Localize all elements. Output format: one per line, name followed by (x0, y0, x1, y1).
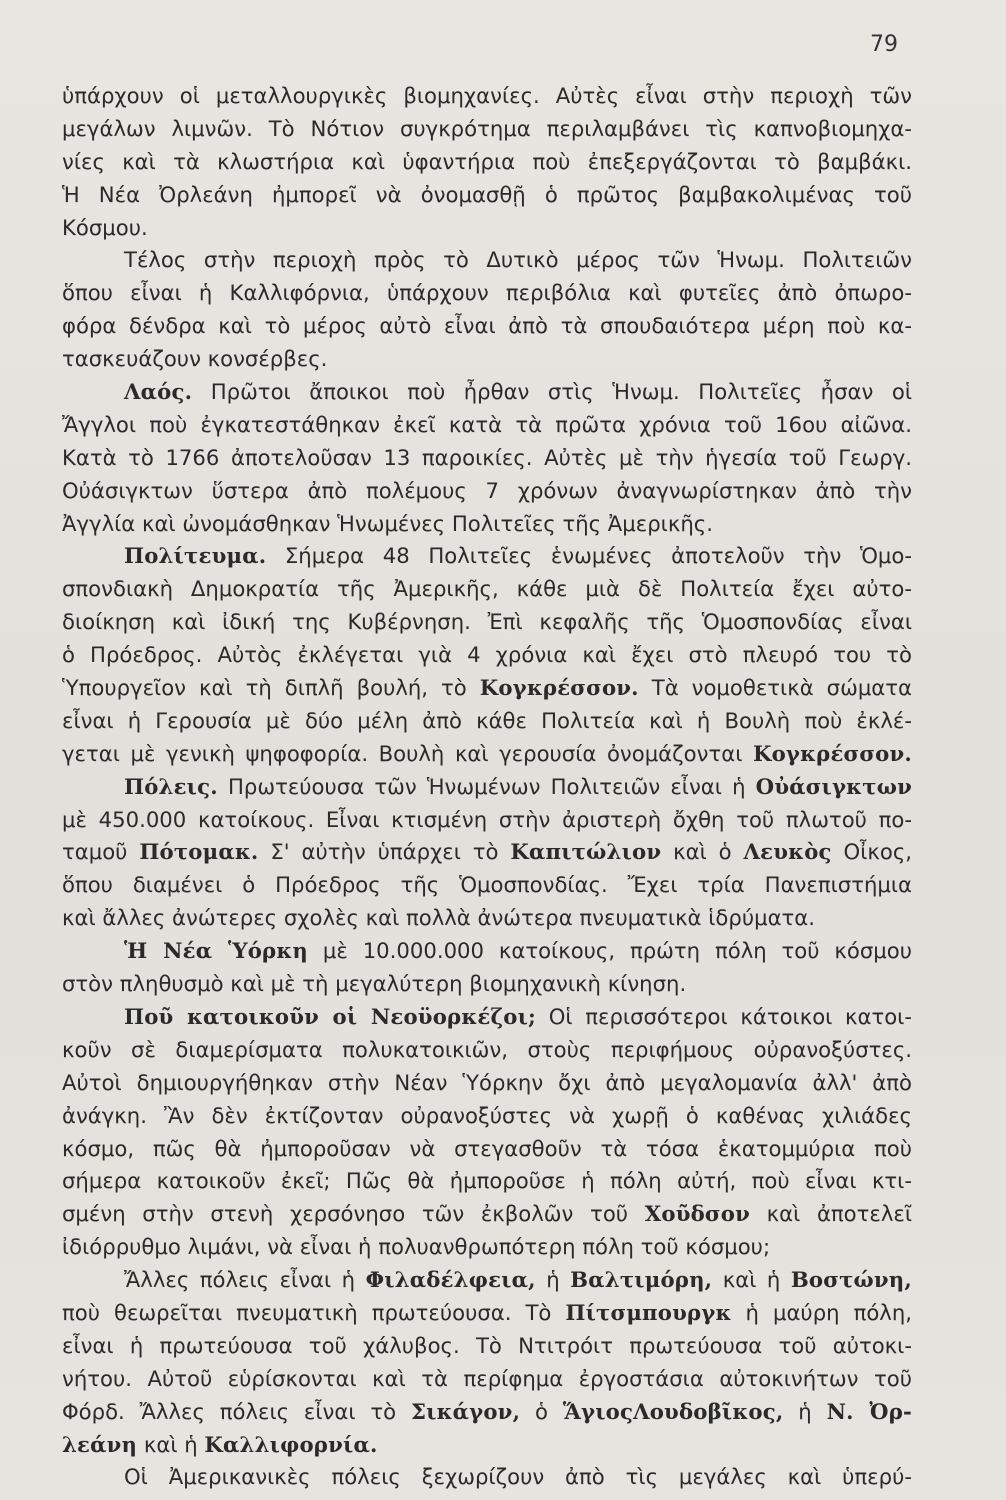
bold-term: Φιλαδέλφεια, (365, 1267, 536, 1293)
text-run: ἡ μαύρη πόλη, (731, 1299, 912, 1325)
text-run: Τέλος στὴν περιοχὴ πρὸς τὸ Δυτικὸ μέρος τῶν Ἡνωμ. Πολιτειῶν (124, 247, 912, 273)
text-line (62, 1297, 912, 1330)
bold-term: Βοστώνη, (790, 1267, 912, 1293)
text-line (62, 1034, 912, 1067)
bold-term: Καπιτώλιον (510, 839, 662, 865)
text-line (62, 836, 912, 869)
text-line (62, 1330, 912, 1363)
text-line (62, 113, 912, 146)
text-run: καὶ ἀποτελεῖ (749, 1201, 912, 1227)
text-run: ὅπου εἶναι ἡ Καλλιφόρνια, ὑπάρχουν περιβόλια καὶ φυτεῖες ἀπὸ ὀπωρο- (62, 280, 912, 306)
text-run: μὲ 450.000 κατοίκους. Εἶναι κτισμένη στὴν ἀριστερὴ ὄχθη τοῦ πλωτοῦ πο- (62, 806, 912, 832)
bold-term: Βαλτιμόρη, (570, 1267, 713, 1293)
text-line (62, 376, 912, 409)
text-run: Σ' αὐτὴν ὑπάρχει τὸ (258, 839, 511, 865)
text-run: φόρα δένδρα καὶ τὸ μέρος αὐτὸ εἶναι ἀπὸ τὰ σπουδαιότερα μέρη ποὺ κα- (62, 313, 912, 339)
bold-term: λεάνη (62, 1431, 138, 1457)
text-run: ἰδιόρρυθμο λιμάνι, νὰ εἶναι ἡ πολυανθρωπότερη πόλη τοῦ κόσμου; (62, 1234, 771, 1260)
bold-term: Καλλιφορνία. (204, 1431, 378, 1457)
text-line (62, 310, 912, 343)
text-run: εἶναι ἡ Γερουσία μὲ δύο μέλη ἀπὸ κάθε Πολιτεία καὶ ἡ Βουλὴ ποὺ ἐκλέ- (62, 707, 912, 733)
text-run: μὲ 10.000.000 κατοίκους, πρώτη πόλη τοῦ κόσμου (308, 938, 912, 964)
text-run: Οἱ Ἀμερικανικὲς πόλεις ξεχωρίζουν ἀπὸ τὶς μεγάλες καὶ ὑπερύ- (124, 1464, 912, 1490)
text-line (62, 935, 912, 968)
text-run: νίες καὶ τὰ κλωστήρια καὶ ὑφαντήρια ποὺ ἐπεξεργάζονται τὸ βαμβάκι. (62, 148, 912, 174)
text-line (62, 1231, 912, 1264)
text-line (62, 771, 912, 804)
text-line (62, 1429, 912, 1462)
bold-term: Λαός. (124, 379, 193, 405)
text-run: Τὰ νομοθετικὰ σώματα (638, 675, 912, 701)
text-run: Αὐτοὶ δημιουργήθηκαν στὴν Νέαν Ὑόρκην ὄχι ἀπὸ μεγαλομανία ἀλλ' ἀπὸ (62, 1069, 912, 1095)
text-run: Οἶκος, (831, 839, 912, 865)
text-line (62, 573, 912, 606)
text-line (62, 672, 912, 705)
text-run: καὶ ὁ (661, 839, 744, 865)
text-run: Πρῶτοι ἄποικοι ποὺ ἦρθαν στὶς Ἡνωμ. Πολιτεῖες ἦσαν οἱ (192, 379, 912, 405)
text-line (62, 212, 912, 245)
text-run: Ἡ Νέα Ὀρλεάνη ἠμπορεῖ νὰ ὀνομασθῇ ὁ πρῶτος βαμβακολιμένας τοῦ (62, 181, 912, 207)
page-number: 79 (870, 32, 898, 57)
text-run: τασκευάζουν κονσέρβες. (62, 346, 328, 372)
text-run: κοῦν σὲ διαμερίσματα πολυκατοικιῶν, στοὺς περιφήμους οὐρανοξύστες. (62, 1036, 912, 1062)
text-run: καὶ ἡ (137, 1431, 205, 1457)
text-run: μεγάλων λιμνῶν. Τὸ Νότιον συγκρότημα περιλαμβάνει τὶς καπνοβιομηχα- (62, 115, 912, 141)
text-line (62, 1198, 912, 1231)
text-line (62, 1396, 912, 1429)
text-run: ὑπάρχουν οἱ μεταλλουργικὲς βιομηχανίες. Αὐτὲς εἶναι στὴν περιοχὴ τῶν (62, 83, 912, 108)
text-run: Ἄγγλοι ποὺ ἐγκατεστάθηκαν ἐκεῖ κατὰ τὰ πρῶτα χρόνια τοῦ 16ου αἰῶνα. (62, 411, 912, 437)
text-run: ὁ (520, 1398, 563, 1424)
bold-term: Κογκρέσσον. (479, 675, 639, 701)
text-run: ποὺ θεωρεῖται πνευματικὴ πρωτεύουσα. Τὸ (62, 1299, 566, 1325)
bold-term: Λευκὸς (743, 839, 832, 865)
text-line (62, 968, 912, 1001)
text-run: στὸν πληθυσμὸ καὶ μὲ τὴ μεγαλύτερη βιομηχανικὴ κίνηση. (62, 971, 687, 997)
text-line (62, 1133, 912, 1166)
text-run: νήτου. Αὐτοῦ εὑρίσκονται καὶ τὰ περίφημα ἐργοστάσια αὐτοκινήτων τοῦ (62, 1365, 912, 1391)
text-line (62, 639, 912, 672)
bold-term: Κογκρέσσον. (752, 740, 912, 766)
text-line (62, 1001, 912, 1034)
text-run: ἀνάγκη. Ἂν δὲν ἐκτίζονταν οὐρανοξύστες νὰ χωρῇ ὁ καθένας χιλιάδες (62, 1102, 912, 1128)
text-run: Φόρδ. Ἄλλες πόλεις εἶναι τὸ (62, 1398, 411, 1424)
text-line (62, 804, 912, 837)
text-line (62, 244, 912, 277)
text-run: Ὑπουργεῖον καὶ τὴ διπλῆ βουλή, τὸ (62, 675, 480, 701)
text-line (62, 442, 912, 475)
text-line (62, 80, 912, 113)
text-run: Σήμερα 48 Πολιτεῖες ἑνωμένες ἀποτελοῦν τὴν Ὁμο- (266, 543, 912, 569)
text-run: ὅπου διαμένει ὁ Πρόεδρος τῆς Ὁμοσπονδίας. Ἔχει τρία Πανεπιστήμια (62, 872, 912, 898)
text-run: Οὐάσιγκτων ὕστερα ἀπὸ πολέμους 7 χρόνων ἀναγνωρίστηκαν ἀπὸ τὴν (62, 477, 912, 503)
text-run: καὶ ἡ (712, 1267, 791, 1293)
text-line (62, 146, 912, 179)
text-line (62, 606, 912, 639)
bold-term: ἍγιοςΛουδοβῖκος, (562, 1398, 784, 1424)
text-run: Ἄλλες πόλεις εἶναι ἡ (124, 1267, 366, 1293)
text-line (62, 1100, 912, 1133)
text-line (62, 475, 912, 508)
text-run: καὶ ἄλλες ἀνώτερες σχολὲς καὶ πολλὰ ἀνώτερα πνευματικὰ ἱδρύματα. (62, 905, 816, 931)
text-run: κόσμο, πῶς θὰ ἠμποροῦσαν νὰ στεγασθοῦν τὰ τόσα ἑκατομμύρια ποὺ (62, 1135, 912, 1161)
text-line (62, 508, 912, 541)
bold-term: Σικάγον, (410, 1398, 521, 1424)
text-line (62, 277, 912, 310)
text-run: σήμερα κατοικοῦν ἐκεῖ; Πῶς θὰ ἠμποροῦσε ἡ πόλη αὐτή, ποὺ εἶναι κτι- (62, 1168, 912, 1194)
bold-term: Πίτσμπουργκ (565, 1299, 732, 1325)
text-line (62, 1461, 912, 1494)
text-line (62, 869, 912, 902)
text-run: σπονδιακὴ Δημοκρατία τῆς Ἀμερικῆς, κάθε μιὰ δὲ Πολιτεία ἔχει αὐτο- (62, 576, 912, 602)
text-run: ταμοῦ (62, 839, 140, 865)
text-run: σμένη στὴν στενὴ χερσόνησο τῶν ἐκβολῶν τοῦ (62, 1201, 645, 1227)
bold-term: Πολίτευμα. (124, 543, 267, 569)
bold-term: Ν. Ὀρ- (826, 1398, 912, 1424)
text-line (62, 1067, 912, 1100)
text-run: ὁ Πρόεδρος. Αὐτὸς ἐκλέγεται γιὰ 4 χρόνια καὶ ἔχει στὸ πλευρό του τὸ (62, 642, 912, 668)
text-run: εἶναι ἡ πρωτεύουσα τοῦ χάλυβος. Τὸ Ντιτρόιτ πρωτεύουσα τοῦ αὐτοκι- (62, 1332, 912, 1358)
bold-term: Ἡ Νέα Ὑόρκη (124, 938, 309, 964)
text-run: Πρωτεύουσα τῶν Ἡνωμένων Πολιτειῶν εἶναι ἡ (217, 773, 756, 799)
text-run: Ἀγγλία καὶ ὠνομάσθηκαν Ἡνωμένες Πολιτεῖες τῆς Ἀμερικῆς. (62, 510, 713, 536)
text-run: διοίκηση καὶ ἰδική της Κυβέρνηση. Ἐπὶ κεφαλῆς τῆς Ὁμοσπονδίας εἶναι (62, 609, 912, 635)
text-line (62, 1165, 912, 1198)
text-run: Οἱ περισσότεροι κάτοικοι κατοι- (536, 1003, 912, 1029)
bold-term: Πόλεις. (124, 773, 218, 799)
text-run: Κατὰ τὸ 1766 ἀποτελοῦσαν 13 παροικίες. Αὐτὲς μὲ τὴν ἡγεσία τοῦ Γεωργ. (62, 444, 912, 470)
body-text (62, 80, 912, 1494)
text-line (62, 540, 912, 573)
text-run: ἡ (535, 1267, 571, 1293)
bold-term: Ποῦ κατοικοῦν οἱ Νεοϋορκέζοι; (124, 1003, 537, 1029)
text-line (62, 343, 912, 376)
bold-term: Πότομακ. (139, 839, 259, 865)
text-run: ἡ (783, 1398, 827, 1424)
text-line (62, 738, 912, 771)
text-line (62, 179, 912, 212)
bold-term: Χοῦδσον (644, 1201, 750, 1227)
text-line (62, 902, 912, 935)
text-line (62, 705, 912, 738)
text-line (62, 409, 912, 442)
text-run: Κόσμου. (62, 214, 148, 240)
text-run: γεται μὲ γενικὴ ψηφοφορία. Βουλὴ καὶ γερουσία ὀνομάζονται (62, 740, 753, 766)
text-line (62, 1363, 912, 1396)
text-line (62, 1264, 912, 1297)
bold-term: Οὐάσιγκτων (755, 773, 912, 799)
